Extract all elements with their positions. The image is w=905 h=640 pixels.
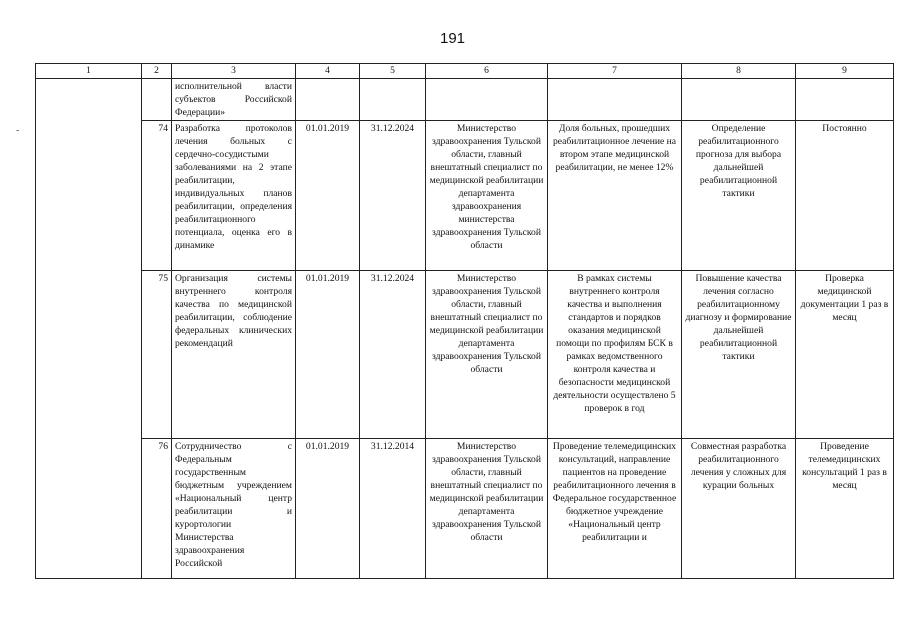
cell-end-date: 31.12.2024 — [360, 121, 426, 271]
table-row — [36, 121, 894, 271]
cell-event: Организация системы внутреннего контроля качества по медицинской реабилитации, соблюдение федеральных клинических рекомендаций — [172, 271, 296, 439]
cell-event-continued: исполнительной власти субъектов Российской Федерации» — [172, 79, 296, 121]
table-row — [36, 439, 894, 579]
cell-start-date: 01.01.2019 — [296, 439, 360, 579]
col-header-6: 6 — [426, 64, 548, 79]
col-header-1: 1 — [36, 64, 142, 79]
cell-event: Разработка протоколов лечения больных с сердечно-сосудистыми заболеваниями на 2 этапе реабилитации, индивидуальных планов реабилитации, определения реабилитационного потенциала, оценка его в динамике — [172, 121, 296, 271]
table-row — [36, 271, 894, 439]
cell-end-date: 31.12.2024 — [360, 271, 426, 439]
cell-responsible: Министерство здравоохранения Тульской области, главный внештатный специалист по медицинской реабилитации департамента здравоохранения министерства здравоохранения Тульской области — [426, 121, 548, 271]
cell-indicator: Проведение телемедицинских консультаций, направление пациентов на проведение реабилитационного лечения в Федеральное государственное бюджетное учреждение «Национальный центр реабилитации и — [548, 439, 682, 579]
measures-table — [35, 63, 894, 579]
col-header-3: 3 — [172, 64, 296, 79]
cell-number: 76 — [142, 439, 172, 579]
col-header-9: 9 — [796, 64, 894, 79]
cell-responsible: Министерство здравоохранения Тульской области, главный внештатный специалист по медицинской реабилитации департамента здравоохранения Тульской области — [426, 271, 548, 439]
cell-indicator: В рамках системы внутреннего контроля качества и выполнения стандартов и порядков оказания медицинской помощи по профилям БСК в рамках ведомственного контроля качества и безопасности медицинской деятельности осуществлено 5 проверок в год — [548, 271, 682, 439]
col-header-2: 2 — [142, 64, 172, 79]
table-row-continuation — [36, 79, 894, 121]
cell-frequency: Постоянно — [796, 121, 894, 271]
col-header-5: 5 — [360, 64, 426, 79]
cell-result: Определение реабилитационного прогноза для выбора дальнейшей реабилитационной тактики — [682, 121, 796, 271]
col-header-8: 8 — [682, 64, 796, 79]
cell-event: Сотрудничество с Федеральным государственным бюджетным учреждением «Национальный центр реабилитации и курортологии Министерства здравоохранения Российской — [172, 439, 296, 579]
cell-number: 74 — [142, 121, 172, 271]
col-header-4: 4 — [296, 64, 360, 79]
cell-start-date: 01.01.2019 — [296, 271, 360, 439]
cell-result: Совместная разработка реабилитационного лечения у сложных для курации больных — [682, 439, 796, 579]
cell-frequency: Проверка медицинской документации 1 раз в месяц — [796, 271, 894, 439]
cell-end-date: 31.12.2014 — [360, 439, 426, 579]
header-row — [36, 64, 894, 79]
cell-section — [36, 79, 142, 579]
col-header-7: 7 — [548, 64, 682, 79]
margin-mark: - — [16, 125, 20, 136]
cell-start-date: 01.01.2019 — [296, 121, 360, 271]
cell-number: 75 — [142, 271, 172, 439]
page-number: 191 — [439, 30, 466, 47]
cell-indicator: Доля больных, прошедших реабилитационное лечение на втором этапе медицинской реабилитации, не менее 12% — [548, 121, 682, 271]
cell-frequency: Проведение телемедицинских консультаций 1 раз в месяц — [796, 439, 894, 579]
cell-responsible: Министерство здравоохранения Тульской области, главный внештатный специалист по медицинской реабилитации департамента здравоохранения Тульской области — [426, 439, 548, 579]
cell-result: Повышение качества лечения согласно реабилитационному диагнозу и формирование дальнейшей реабилитационной тактики — [682, 271, 796, 439]
